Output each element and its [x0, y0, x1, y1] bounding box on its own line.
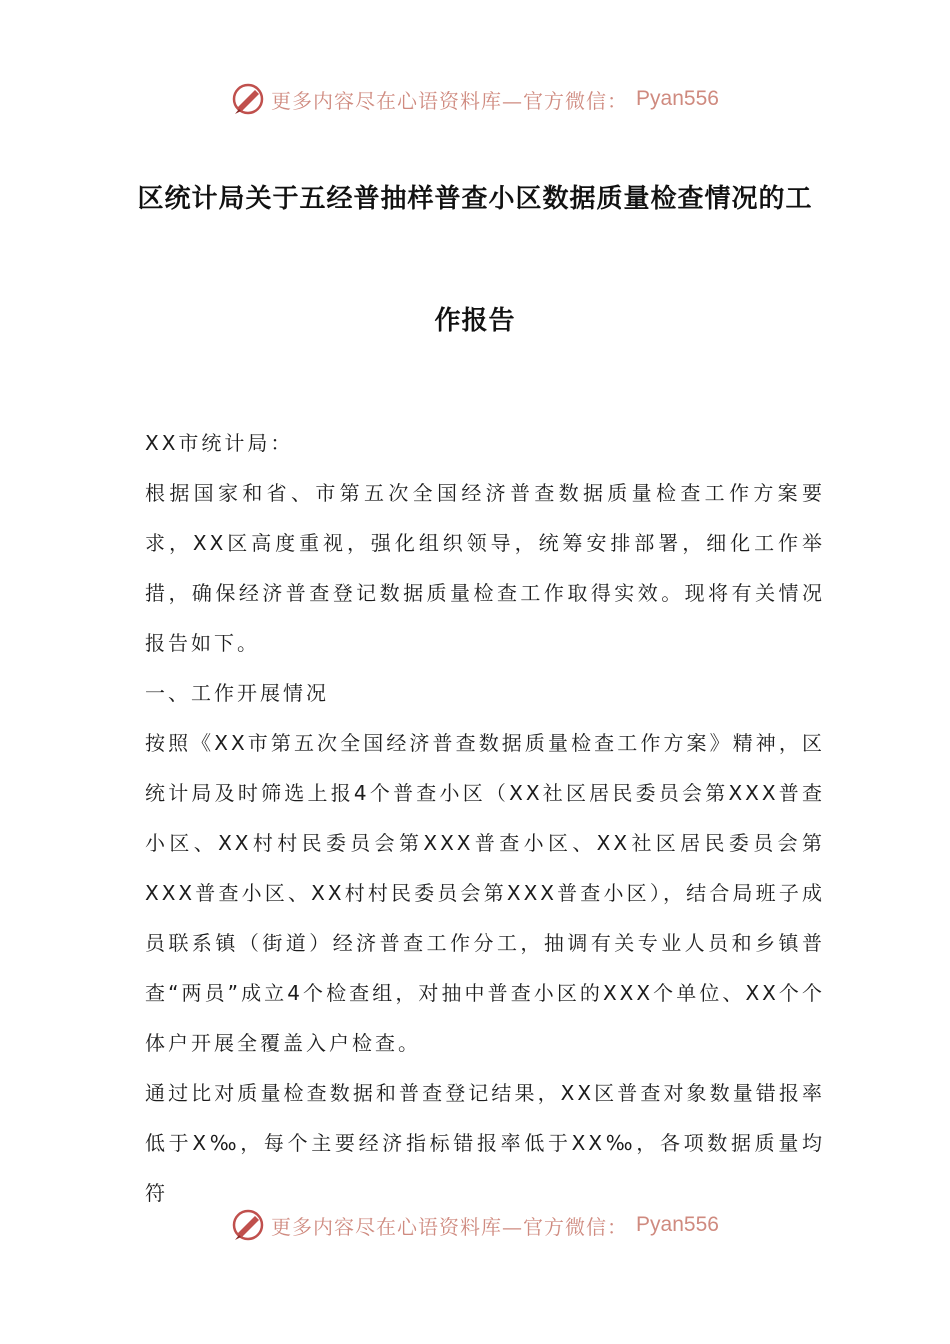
document-title-line-2: 作报告 [434, 306, 516, 336]
paragraph-intro: 根据国家和省、市第五次全国经济普查数据质量检查工作方案要求，XX区高度重视，强化组织领导，统筹安排部署，细化工作举措，确保经济普查登记数据质量检查工作取得实效。现将有关情况报告如下。 [145, 481, 825, 655]
section-heading: 一、工作开展情况 [145, 681, 329, 705]
watermark-footer [0, 1208, 950, 1242]
document-body [145, 418, 825, 1218]
pen-logo-icon [231, 1208, 265, 1242]
salutation: XX市统计局： [145, 431, 294, 455]
watermark-text: 更多内容尽在心语资料库—官方微信： [271, 88, 629, 113]
paragraph-results: 通过比对质量检查数据和普查登记结果，XX区普查对象数量错报率低于X‰，每个主要经济指标错报率低于XX‰，各项数据质量均符 [145, 1081, 825, 1205]
watermark-wechat-id: Pyan556 [636, 87, 719, 110]
watermark-wechat-id: Pyan556 [636, 1213, 719, 1236]
pen-logo-icon [231, 82, 265, 116]
watermark-text: 更多内容尽在心语资料库—官方微信： [271, 1214, 629, 1239]
paragraph-work-status: 按照《XX市第五次全国经济普查数据质量检查工作方案》精神，区统计局及时筛选上报4个普查小区（XX社区居民委员会第XXX普查小区、XX村村民委员会第XXX普查小区、XX社区居民委员会第XXX普查小区、XX村村民委员会第XXX普查小区），结合局班子成员联系镇（街道）经济普查工作分工，抽调有关专业人员和乡镇普查“两员”成立4个检查组，对抽中普查小区的XXX个单位、XX个个体户开展全覆盖入户检查。 [145, 731, 825, 1055]
watermark-header [0, 82, 950, 116]
document-title-line-1: 区统计局关于五经普抽样普查小区数据质量检查情况的工 [137, 184, 813, 214]
